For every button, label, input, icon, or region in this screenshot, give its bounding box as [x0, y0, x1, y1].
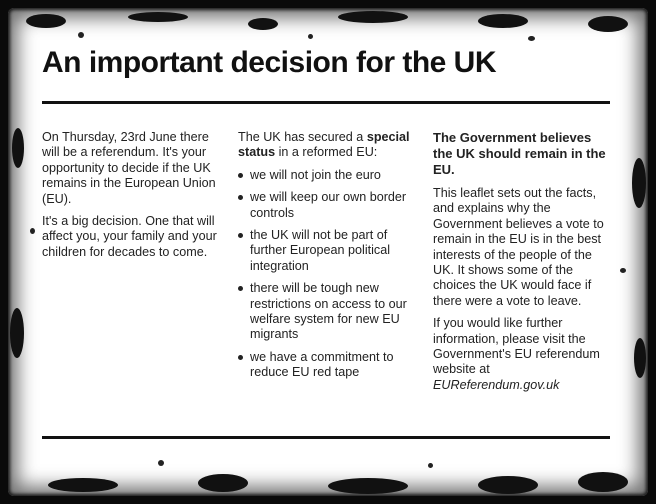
grunge-speck [78, 32, 84, 38]
intro-paragraph: On Thursday, 23rd June there will be a referendum. It's your opportunity to decide if the UK remains in the European Union (EU). [42, 130, 216, 206]
intro-bold-text: special status [238, 130, 410, 160]
grunge-speck [158, 460, 164, 466]
grunge-mark [328, 478, 408, 494]
intro-text: The UK has secured a [238, 130, 367, 144]
grunge-speck [620, 268, 626, 273]
government-heading: The Government believes the UK should remain in the EU. [433, 130, 606, 177]
grunge-speck [308, 34, 313, 39]
grunge-mark [578, 472, 628, 492]
bullet-item: we will not join the euro [238, 168, 418, 183]
bullet-item: there will be tough new restrictions on access to our welfare system for new EU migrants [238, 281, 418, 343]
grunge-speck [528, 36, 535, 41]
further-info-text: If you would like further information, please visit the Government's EU referendum website at [433, 316, 600, 377]
status-bullet-list [238, 168, 418, 381]
intro-column [42, 130, 224, 267]
special-status-column [238, 130, 418, 388]
intro-text: in a reformed EU: [275, 145, 378, 160]
bullet-item: the UK will not be part of further European political integration [238, 228, 418, 274]
website-link[interactable]: EUReferendum.gov.uk [433, 377, 560, 392]
bottom-divider [42, 436, 610, 439]
grunge-mark [248, 18, 278, 30]
grunge-mark [478, 14, 528, 28]
page-title: An important decision for the UK [42, 46, 497, 79]
grunge-mark [198, 474, 248, 492]
grunge-mark [26, 14, 66, 28]
bullet-item: we have a commitment to reduce EU red tape [238, 350, 418, 381]
grunge-speck [428, 463, 433, 468]
grunge-mark [634, 338, 646, 378]
grunge-mark [478, 476, 538, 494]
intro-paragraph: It's a big decision. One that will affect you, your family and your children for decades to come. [42, 214, 217, 259]
top-divider [42, 101, 610, 104]
grunge-mark [12, 128, 24, 168]
grunge-mark [588, 16, 628, 32]
grunge-mark [48, 478, 118, 492]
grunge-mark [128, 12, 188, 22]
government-position-column [433, 130, 611, 400]
special-status-intro [238, 130, 418, 161]
further-info [433, 316, 611, 393]
bullet-item: we will keep our own border controls [238, 190, 418, 221]
leaflet-explanation: This leaflet sets out the facts, and explains why the Government believes a vote to remain in the EU is in the best interests of the people of the UK. It shows some of the choices the UK would face if there were a vote to leave. [433, 186, 604, 308]
grunge-mark [10, 308, 24, 358]
grunge-speck [30, 228, 35, 234]
grunge-mark [338, 11, 408, 23]
grunge-mark [632, 158, 646, 208]
